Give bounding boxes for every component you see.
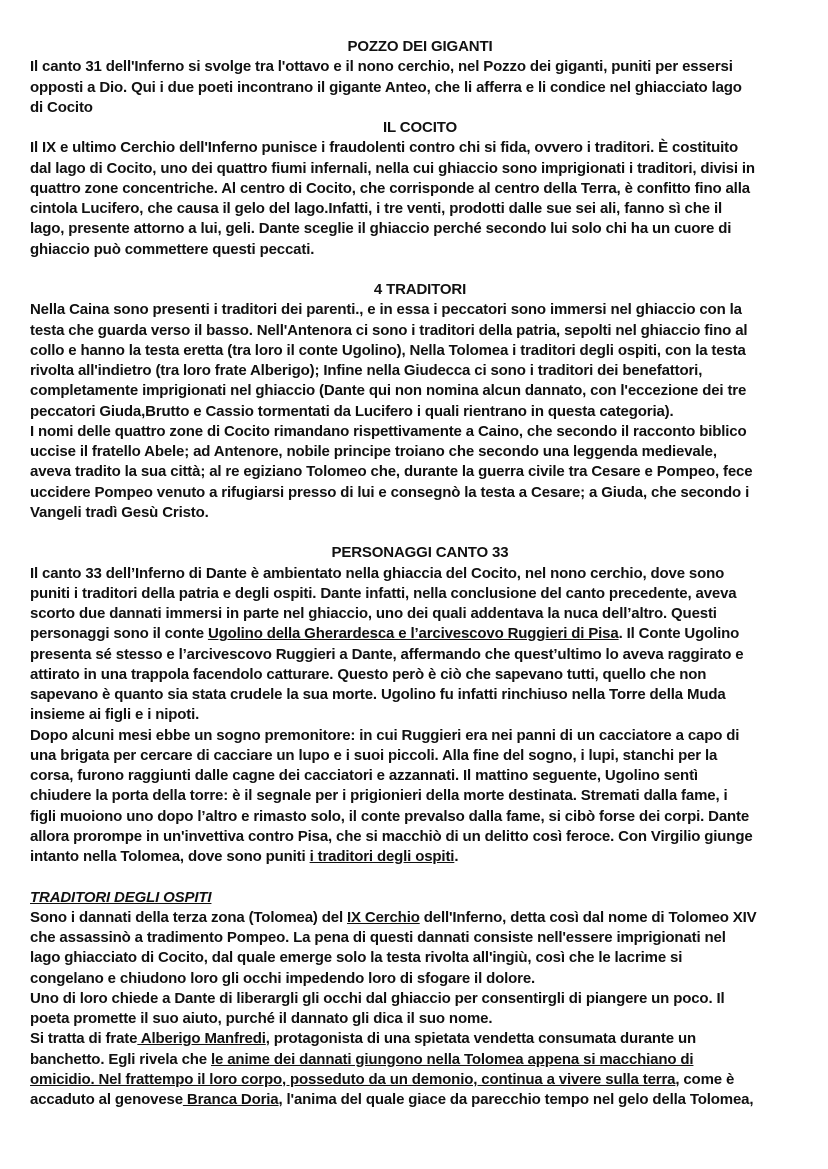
section xyxy=(30,543,810,887)
text-segment: quattro zone concentriche. Al centro di Cocito, che corrisponde al centro della Terra, è confitto fino alla xyxy=(30,179,750,197)
text-segment: uccise il fratello Abele; ad Antenore, nobile principe troiano che secondo una leggenda medievale, xyxy=(30,443,717,460)
blank-line xyxy=(30,867,810,887)
text-line xyxy=(30,726,810,746)
text-line xyxy=(30,564,810,584)
text-segment: insieme ai figli e i nipoti. xyxy=(30,706,200,724)
text-line xyxy=(30,1050,810,1070)
text-line xyxy=(30,584,810,604)
text-line xyxy=(30,219,810,239)
text-segment: lago ghiacciato di Cocito, dal quale emerge solo la testa rivolta all'ingiù, così che le lacrime si xyxy=(30,949,683,967)
text-segment: cintola Lucifero, che causa il gelo del lago.Infatti, i tre venti, prodotti dalle sue sei ali, fanno sì che il xyxy=(30,200,722,217)
text-segment: , come è xyxy=(675,1070,735,1088)
text-line xyxy=(30,624,810,644)
text-segment: completamente imprigionati nel ghiaccio (Dante qui non nomina alcun dannato, con l'eccezione dei tre xyxy=(30,382,747,400)
text-line xyxy=(30,98,810,118)
text-line xyxy=(30,827,810,847)
text-segment: testa che guarda verso il basso. Nell'Antenora ci sono i traditori della patria, sepolti nel ghiaccio fino al xyxy=(30,321,748,339)
section xyxy=(30,37,810,118)
text-line xyxy=(30,1009,810,1029)
text-line xyxy=(30,746,810,766)
text-segment: figli muoiono uno dopo l’altro e rimasto solo, il conte prevalso dalla fame, si cibò forse dei corpi. Dante xyxy=(30,807,750,825)
text-segment: una brigata per cercare di cacciare un lupo e i suoi piccoli. Alla fine del sogno, i lupi, stanchi per la xyxy=(30,746,718,764)
text-segment: peccatori Giuda,Brutto e Cassio tormentati da Lucifero i quali rientrano in questa categoria). xyxy=(30,402,674,420)
text-line xyxy=(30,159,810,179)
section-title: POZZO DEI GIGANTI xyxy=(347,38,493,55)
text-line xyxy=(30,341,810,361)
text-line xyxy=(30,969,810,989)
text-line xyxy=(30,138,810,158)
text-line xyxy=(30,1070,810,1090)
text-line xyxy=(30,240,810,260)
text-segment: poeta promette il suo aiuto, purché il dannato gli dica il suo nome. xyxy=(30,1010,493,1027)
text-segment: chiudere la porta della torre: è il segnale per i prigionieri della morte destinata. Stremati dalla fame, i xyxy=(30,787,728,805)
underlined-text: omicidio. Nel frattempo il loro corpo, posseduto da un demonio, continua a vivere sulla terra xyxy=(30,1070,676,1088)
text-segment: presenta sé stesso e l’arcivescovo Ruggieri a Dante, affermando che quest’ultimo lo aveva raggirato e xyxy=(30,645,744,663)
text-segment: scorto due dannati immersi in parte nel ghiaccio, uno dei quali addentava la nuca dell’altro. Questi xyxy=(30,605,717,622)
text-line xyxy=(30,442,810,462)
section-title: IL COCITO xyxy=(383,119,457,136)
text-segment: personaggi sono il conte xyxy=(30,625,208,643)
text-segment: Sono i dannati della terza zona (Tolomea) del xyxy=(30,908,348,926)
blank-line xyxy=(30,523,810,543)
text-line xyxy=(30,948,810,968)
text-line xyxy=(30,422,810,442)
blank-line xyxy=(30,260,810,280)
text-line xyxy=(30,645,810,665)
text-line xyxy=(30,78,810,98)
underlined-text: Alberigo Manfredi xyxy=(137,1030,266,1048)
text-segment: Il canto 31 dell'Inferno si svolge tra l'ottavo e il nono cerchio, nel Pozzo dei giganti, puniti per essersi xyxy=(30,58,733,76)
text-line xyxy=(30,179,810,199)
text-segment: opposti a Dio. Qui i due poeti incontrano il gigante Anteo, che li afferra e li condice nel ghiacciato lago xyxy=(30,78,742,96)
text-line xyxy=(30,908,810,928)
text-line xyxy=(30,1029,810,1049)
text-segment: Si tratta di frate xyxy=(30,1030,138,1048)
text-line xyxy=(30,300,810,320)
text-segment: . Il Conte Ugolino xyxy=(618,625,740,643)
text-line xyxy=(30,381,810,401)
text-segment: , l'anima del quale giace da parecchio tempo nel gelo della Tolomea, xyxy=(278,1091,754,1108)
underlined-text: Ugolino della Gherardesca e l’arcivescovo Ruggieri di Pisa xyxy=(207,625,619,643)
text-segment: puniti i traditori della patria e degli ospiti. Dante infatti, nella conclusione del canto precedente, aveva xyxy=(30,584,737,602)
text-segment: uccidere Pompeo venuto a rifugiarsi presso di lui e consegnò la testa a Cesare; a Giuda, che secondo i xyxy=(30,483,750,501)
text-segment: che assassinò a tradimento Pompeo. La pena di questi dannati consiste nell'essere imprigionati nel xyxy=(30,929,726,946)
text-segment: . xyxy=(454,848,459,865)
text-segment: di Cocito xyxy=(30,98,93,116)
text-line xyxy=(30,989,810,1009)
text-segment: congelano e chiudono loro gli occhi impedendo loro di sfogare il dolore. xyxy=(30,969,536,987)
text-segment: Dopo alcuni mesi ebbe un sogno premonitore: in cui Ruggieri era nei panni di un cacciatore a capo di xyxy=(30,726,740,744)
text-segment: dell'Inferno, detta così dal nome di Tolomeo XIV xyxy=(419,908,757,926)
text-segment: lago, presente attorno a lui, geli. Dante sceglie il ghiaccio perché secondo lui solo chi ha un cuore di xyxy=(30,220,732,238)
text-line xyxy=(30,199,810,219)
text-segment: intanto nella Tolomea, dove sono puniti xyxy=(30,848,310,865)
section-title: TRADITORI DEGLI OSPITI xyxy=(30,888,212,906)
text-segment: banchetto. Egli rivela che xyxy=(30,1050,212,1068)
text-line xyxy=(30,402,810,422)
text-segment: corsa, furono raggiunti dalle cagne dei cacciatori e azzannati. Il mattino seguente, Ugolino sentì xyxy=(30,767,698,784)
text-line xyxy=(30,928,810,948)
text-line xyxy=(30,786,810,806)
text-line xyxy=(30,503,810,523)
text-line xyxy=(30,665,810,685)
section xyxy=(30,118,810,280)
text-line xyxy=(30,766,810,786)
text-segment: rivolta all'indietro (tra loro frate Alberigo); Infine nella Giudecca ci sono i traditori dei benefattori, xyxy=(30,362,703,379)
underlined-text: i traditori degli ospiti xyxy=(309,848,455,865)
text-segment: collo e hanno la testa eretta (tra loro il conte Ugolino), Nella Tolomea i traditori degli ospiti, con la testa xyxy=(30,341,746,359)
text-segment: Il canto 33 dell’Inferno di Dante è ambientato nella ghiaccia del Cocito, nel nono cerchio, dove sono xyxy=(30,564,725,582)
underlined-text: Branca Doria xyxy=(182,1091,279,1108)
text-line xyxy=(30,321,810,341)
text-line xyxy=(30,57,810,77)
section-title: 4 TRADITORI xyxy=(373,281,467,298)
text-segment: I nomi delle quattro zone di Cocito rimandano rispettivamente a Caino, che secondo il racconto biblico xyxy=(30,422,747,440)
text-segment: sapevano è quanto sia stata crudele la sua morte. Ugolino fu infatti rinchiuso nella Torre della Muda xyxy=(30,686,726,703)
text-segment: Vangeli tradì Gesù Cristo. xyxy=(30,503,209,521)
text-segment: , protagonista di una spietata vendetta consumata durante un xyxy=(265,1030,696,1048)
text-line xyxy=(30,483,810,503)
text-segment: Nella Caina sono presenti i traditori dei parenti., e in essa i peccatori sono immersi nel ghiaccio con la xyxy=(30,301,742,319)
text-line xyxy=(30,462,810,482)
text-segment: Il IX e ultimo Cerchio dell'Inferno punisce i fraudolenti contro chi si fida, ovvero i traditori. È costituito xyxy=(30,139,738,157)
text-line xyxy=(30,807,810,827)
section-title: PERSONAGGI CANTO 33 xyxy=(331,544,509,562)
text-segment: attirato in una trappola facendolo catturare. Questo però è ciò che sapevano tutti, quello che non xyxy=(30,665,707,683)
section xyxy=(30,280,810,543)
text-line xyxy=(30,1090,810,1110)
text-line xyxy=(30,604,810,624)
text-line xyxy=(30,361,810,381)
text-line xyxy=(30,847,810,867)
text-segment: allora prorompe in un'invettiva contro Pisa, che si macchiò di un delitto così feroce. Con Virgilio giunge xyxy=(30,827,753,845)
text-segment: Uno di loro chiede a Dante di liberargli gli occhi dal ghiaccio per consentirgli di piangere un poco. Il xyxy=(30,989,725,1007)
text-line xyxy=(30,685,810,705)
text-segment: ghiaccio può commettere questi peccati. xyxy=(30,240,315,258)
text-segment: accaduto al genovese xyxy=(30,1091,183,1108)
document-page xyxy=(30,37,810,1110)
text-segment: dal lago di Cocito, uno dei quattro fiumi infernali, nella cui ghiaccio sono imprigionati i traditori, divisi in xyxy=(30,159,755,177)
text-line xyxy=(30,705,810,725)
text-segment: aveva tradito la sua città; al re egiziano Tolomeo che, durante la guerra civile tra Cesare e Pompeo, fece xyxy=(30,463,753,481)
underlined-text: IX Cerchio xyxy=(347,908,420,926)
underlined-text: le anime dei dannati giungono nella Tolomea appena si macchiano di xyxy=(211,1050,694,1068)
section xyxy=(30,888,810,1111)
